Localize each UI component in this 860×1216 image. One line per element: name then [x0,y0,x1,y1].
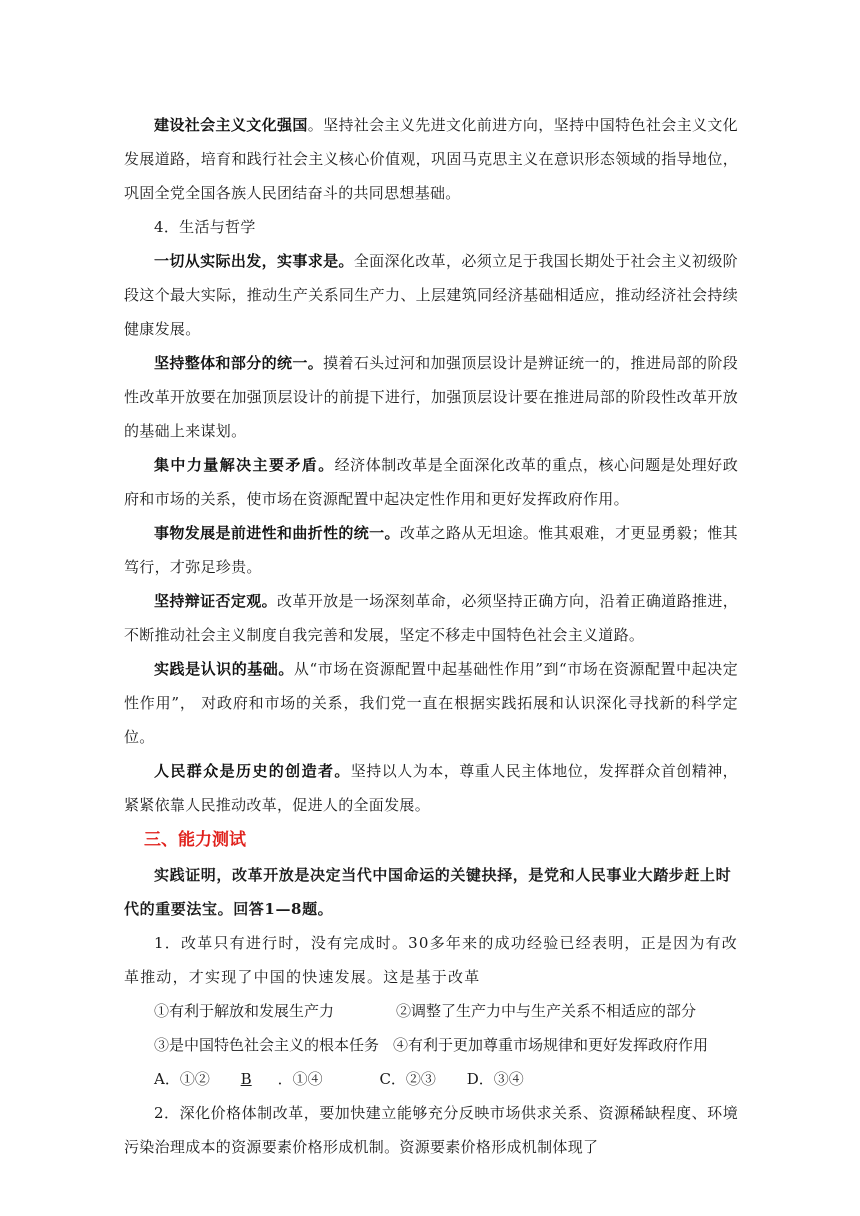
body-text: 摸着石头过河和加强顶层设计是辨证统一的，推进局部的阶段性改革开放要在加强顶层设计的前提下进行，加强顶层设计要在推进局部的阶段性改革开放的基础上来谋划。 [124,354,738,440]
body-text: 改革开放是一场深刻革命，必须坚持正确方向，沿着正确道路推进，不断推动社会主义制度自我完善和发展，坚定不移走中国特色社会主义道路。 [124,592,738,644]
paragraph-practice [124,652,738,754]
lead-text: 集中力量解决主要矛盾。 [154,456,335,474]
body-text: 全面深化改革，必须立足于我国长期处于社会主义初级阶段这个最大实际，推动生产关系同生产力、上层建筑同经济基础相适应，推动经济社会持续健康发展。 [124,252,738,338]
answer-a: A．①② [154,1070,210,1088]
body-text: 坚持以人为本，尊重人民主体地位，发挥群众首创精神，紧紧依靠人民推动改革，促进人的全面发展。 [124,762,738,814]
question-1-options-row-2 [124,1028,738,1062]
paragraph-whole-part [124,346,738,448]
body-text: 。坚持社会主义先进文化前进方向，坚持中国特色社会主义文化发展道路，培育和践行社会主义核心价值观，巩固马克思主义在意识形态领域的指导地位，巩固全党全国各族人民团结奋斗的共同思想基础。 [124,116,738,202]
paragraph-main-contradiction [124,448,738,516]
paragraph-dialectical-negation [124,584,738,652]
section-heading-philosophy: 4．生活与哲学 [154,218,256,236]
lead-text: 人民群众是历史的创造者。 [154,762,351,780]
question-2-stem: 2．深化价格体制改革，要加快建立能够充分反映市场供求关系、资源稀缺程度、环境污染治理成本的资源要素价格形成机制。资源要素价格形成机制体现了 [124,1104,738,1156]
question-1-options-row-1 [124,994,738,1028]
body-text: 改革之路从无坦途。惟其艰难，才更显勇毅；惟其笃行，才弥足珍贵。 [124,524,738,576]
paragraph-seek-truth [124,244,738,346]
answer-c: C．②③ [379,1070,436,1088]
lead-text: 坚持整体和部分的统一。 [154,354,324,372]
body-text: 从“市场在资源配置中起基础性作用”到“市场在资源配置中起决定性作用”， 对政府和市场的关系，我们党一直在根据实践拓展和认识深化寻找新的科学定位。 [124,660,738,746]
lead-text: 事物发展是前进性和曲折性的统一。 [154,524,400,542]
question-1-answers [124,1062,738,1096]
answer-b-letter: B [240,1070,252,1088]
option-1: ①有利于解放和发展生产力 [154,1002,335,1020]
test-intro: 实践证明，改革开放是决定当代中国命运的关键抉择，是党和人民事业大踏步赶上时代的重要法宝。回答1—8题。 [124,866,732,918]
body-text: 经济体制改革是全面深化改革的重点，核心问题是处理好政府和市场的关系，使市场在资源配置中起决定性作用和更好发挥政府作用。 [124,456,739,508]
option-4: ④有利于更加尊重市场规律和更好发挥政府作用 [393,1036,709,1054]
section-title-ability-test: 三、能力测试 [144,830,246,850]
question-1-stem: 1．改革只有进行时，没有完成时。30多年来的成功经验已经表明，正是因为有改革推动，才实现了中国的快速发展。这是基于改革 [124,934,738,986]
paragraph-people [124,754,738,822]
lead-text: 建设社会主义文化强国 [154,116,308,134]
lead-text: 一切从实际出发，实事求是。 [154,252,354,270]
paragraph-cultural-power [124,108,738,210]
answer-b-text: ．①④ [277,1070,323,1088]
option-2: ②调整了生产力中与生产关系不相适应的部分 [396,1002,697,1020]
lead-text: 坚持辩证否定观。 [154,592,277,610]
paragraph-development [124,516,738,584]
option-3: ③是中国特色社会主义的根本任务 [154,1036,380,1054]
answer-b [241,1070,349,1088]
lead-text: 实践是认识的基础。 [154,660,294,678]
answer-d: D．③④ [466,1070,524,1088]
